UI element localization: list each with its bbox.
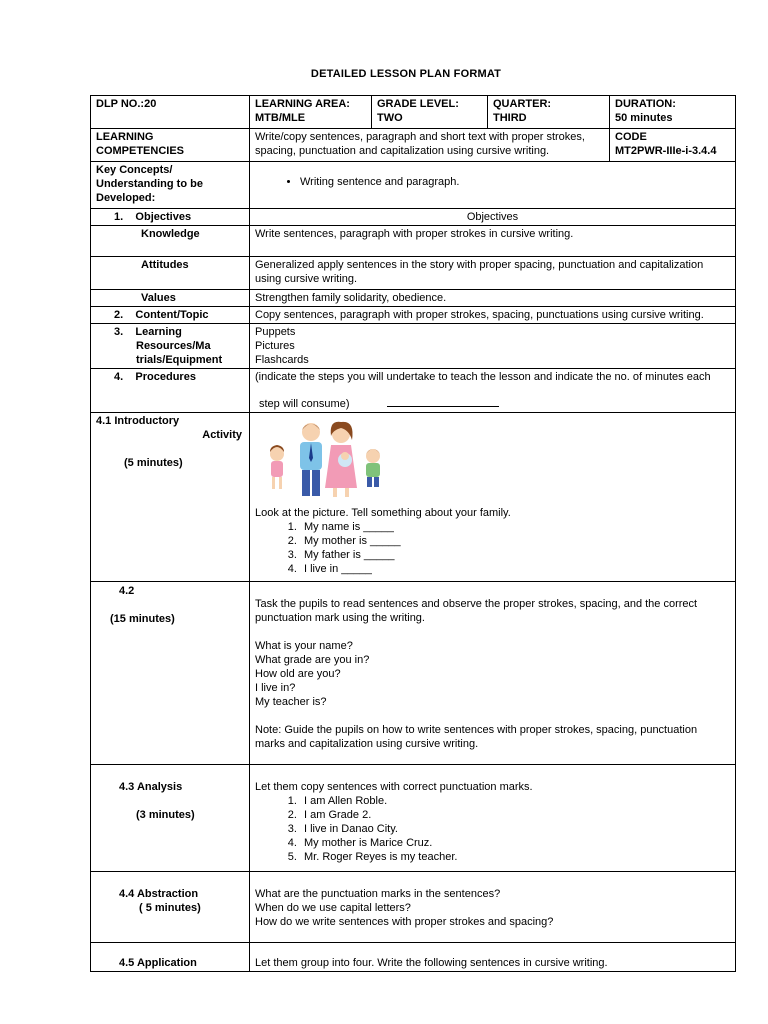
grade-level-cell — [372, 96, 488, 129]
abstraction-question: What are the punctuation marks in the sentences? — [255, 888, 501, 900]
intro-minutes: (5 minutes) — [124, 457, 183, 469]
intro-item: 4. I live in _____ — [300, 562, 730, 576]
analysis-item: 2. I am Grade 2. — [300, 808, 730, 822]
competencies-label-cell — [91, 129, 250, 162]
abstraction-row — [91, 872, 736, 943]
intro-list — [255, 520, 730, 576]
analysis-prompt: Let them copy sentences with correct punctuation marks. — [255, 781, 533, 793]
family-illustration — [263, 418, 393, 500]
competencies-label-2: COMPETENCIES — [96, 145, 185, 157]
analysis-list — [255, 794, 730, 864]
motivation-question: My teacher is? — [255, 696, 327, 708]
intro-prompt: Look at the picture. Tell something about your family. — [255, 507, 511, 519]
key-concepts-label-2: Understanding to be — [96, 178, 203, 190]
intro-row — [91, 413, 736, 582]
abstraction-label: 4.4 Abstraction — [119, 888, 199, 900]
quarter-value: THIRD — [493, 112, 527, 124]
application-label-cell — [91, 943, 250, 972]
procedures-number: 4. — [114, 371, 124, 383]
resource-item: Pictures — [255, 340, 295, 352]
key-concepts-list — [255, 175, 730, 189]
motivation-question: How old are you? — [255, 668, 341, 680]
code-cell — [610, 129, 736, 162]
abstraction-question: How do we write sentences with proper strokes and spacing? — [255, 916, 554, 928]
application-label: 4.5 Application — [119, 957, 197, 969]
code-label: CODE — [615, 131, 647, 143]
objectives-heading: Objectives — [250, 209, 736, 226]
motivation-question: What grade are you in? — [255, 654, 370, 666]
analysis-label: 4.3 Analysis — [119, 781, 183, 793]
procedures-text-cell — [250, 369, 736, 413]
procedures-label — [91, 369, 250, 413]
key-concepts-cell — [250, 162, 736, 209]
abstraction-content — [250, 872, 736, 943]
attitudes-label: Attitudes — [91, 257, 250, 290]
values-text: Strengthen family solidarity, obedience. — [250, 290, 736, 307]
resources-number: 3. — [114, 326, 124, 338]
attitudes-text: Generalized apply sentences in the story with proper spacing, punctuation and capitalization using cursive writing. — [250, 257, 736, 290]
content-title: Content/Topic — [135, 309, 209, 321]
content-number: 2. — [114, 309, 124, 321]
duration-cell — [610, 96, 736, 129]
quarter-label: QUARTER: — [493, 98, 552, 110]
application-text: Let them group into four. Write the following sentences in cursive writing. — [255, 957, 608, 969]
competencies-text: Write/copy sentences, paragraph and short text with proper strokes, spacing, punctuation and capitalization using cursive writing. — [250, 129, 610, 162]
duration-label: DURATION: — [615, 98, 676, 110]
objectives-row — [91, 209, 736, 226]
key-concepts-label-3: Developed: — [96, 192, 156, 204]
procedures-text-2-wrap — [255, 397, 730, 411]
key-concept-item: • Writing sentence and paragraph. — [300, 175, 730, 189]
values-row — [91, 290, 736, 307]
motivation-label: 4.2 — [119, 585, 135, 597]
analysis-item: 3. I live in Danao City. — [300, 822, 730, 836]
document-title: DETAILED LESSON PLAN FORMAT — [310, 68, 502, 80]
objectives-label — [91, 209, 250, 226]
lesson-plan-table — [90, 95, 736, 972]
intro-content — [250, 413, 736, 582]
procedures-text-1: (indicate the steps you will undertake to teach the lesson and indicate the no. of minutes each — [255, 371, 711, 383]
resources-label-1: Learning — [135, 326, 182, 338]
competencies-row — [91, 129, 736, 162]
duration-value: 50 minutes — [615, 112, 673, 124]
motivation-question: What is your name? — [255, 640, 353, 652]
motivation-task: Task the pupils to read sentences and observe the proper strokes, spacing, and the correct punctuation mark using the writing. — [255, 598, 698, 624]
motivation-note: Note: Guide the pupils on how to write sentences with proper strokes, spacing, punctuation marks and capitalization using cursive writing. — [255, 724, 698, 750]
intro-label-1: 4.1 Introductory — [96, 415, 180, 427]
motivation-label-cell — [91, 582, 250, 765]
key-concepts-row — [91, 162, 736, 209]
values-label: Values — [91, 290, 250, 307]
knowledge-row — [91, 226, 736, 257]
abstraction-label-cell — [91, 872, 250, 943]
objectives-number: 1. — [114, 211, 124, 223]
objectives-title: Objectives — [135, 211, 192, 223]
motivation-row — [91, 582, 736, 765]
content-row — [91, 307, 736, 324]
abstraction-minutes: ( 5 minutes) — [139, 902, 201, 914]
resources-list — [250, 324, 736, 369]
intro-item: 3. My father is _____ — [300, 548, 730, 562]
analysis-item: 4. My mother is Marice Cruz. — [300, 836, 730, 850]
analysis-row — [91, 765, 736, 872]
knowledge-label: Knowledge — [91, 226, 250, 257]
key-concepts-label-cell — [91, 162, 250, 209]
grade-level-label: GRADE LEVEL: — [377, 98, 459, 110]
learning-area-value: MTB/MLE — [255, 112, 306, 124]
intro-item: 1. My name is _____ — [300, 520, 730, 534]
analysis-item: 5. Mr. Roger Reyes is my teacher. — [300, 850, 730, 864]
application-content — [250, 943, 736, 972]
application-row — [91, 943, 736, 972]
grade-level-value: TWO — [377, 112, 403, 124]
procedures-title: Procedures — [135, 371, 196, 383]
underline-rule — [387, 406, 499, 407]
resources-row — [91, 324, 736, 369]
content-label — [91, 307, 250, 324]
intro-label-2: Activity — [202, 429, 242, 441]
analysis-label-cell — [91, 765, 250, 872]
intro-item: 2. My mother is _____ — [300, 534, 730, 548]
motivation-question: I live in? — [255, 682, 296, 694]
resource-item: Flashcards — [255, 354, 309, 366]
analysis-minutes: (3 minutes) — [136, 809, 195, 821]
attitudes-row — [91, 257, 736, 290]
resources-label-cell — [91, 324, 250, 369]
competencies-label-1: LEARNING — [96, 131, 154, 143]
header-row — [91, 96, 736, 129]
learning-area-cell — [250, 96, 372, 129]
quarter-cell — [488, 96, 610, 129]
key-concepts-label-1: Key Concepts/ — [96, 164, 173, 176]
dlp-number: DLP NO.:20 — [91, 96, 250, 129]
motivation-content — [250, 582, 736, 765]
resources-label-2: Resources/Ma — [136, 340, 211, 352]
analysis-item: 1. I am Allen Roble. — [300, 794, 730, 808]
content-text: Copy sentences, paragraph with proper strokes, spacing, punctuations using cursive writing. — [250, 307, 736, 324]
intro-label-cell — [91, 413, 250, 582]
procedures-text-2: step will consume) — [259, 398, 350, 410]
knowledge-text: Write sentences, paragraph with proper strokes in cursive writing. — [250, 226, 736, 257]
learning-area-label: LEARNING AREA: — [255, 98, 350, 110]
resource-item: Puppets — [255, 326, 296, 338]
motivation-minutes: (15 minutes) — [110, 613, 175, 625]
code-value: MT2PWR-IIIe-i-3.4.4 — [615, 145, 717, 157]
analysis-content — [250, 765, 736, 872]
procedures-row — [91, 369, 736, 413]
resources-label-3: trials/Equipment — [136, 354, 223, 366]
abstraction-question: When do we use capital letters? — [255, 902, 411, 914]
